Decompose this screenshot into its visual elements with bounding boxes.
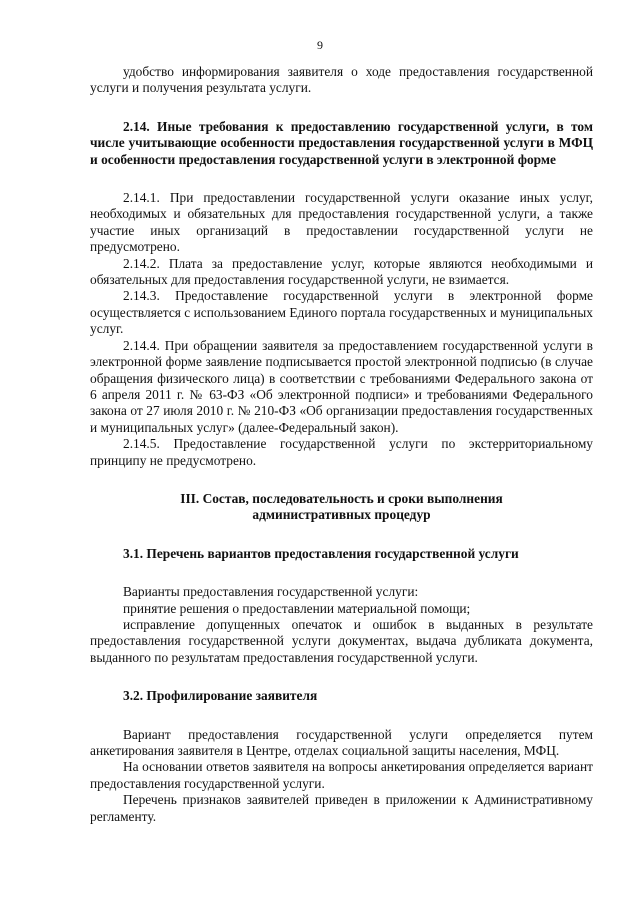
section-3-1-heading: 3.1. Перечень вариантов предоставления государственной услуги [123, 545, 519, 561]
document-body [90, 64, 593, 825]
paragraph-2-14-1: 2.14.1. При предоставлении государственной услуги оказание иных услуг, необходимых и обязательных для предоставления государственной услуги, а также участие иных организаций в предоставлении государственной услуги не предусмотрено. [90, 190, 593, 255]
paragraph-3-2-list: Перечень признаков заявителей приведен в приложении к Административному регламенту. [90, 792, 593, 824]
section-3-heading-line1: III. Состав, последовательность и сроки выполнения [180, 490, 503, 506]
section-3-heading [90, 491, 593, 524]
section-3-2-heading: 3.2. Профилирование заявителя [123, 688, 318, 704]
section-2-14-heading: 2.14. Иные требования к предоставлению государственной услуги, в том числе учитывающие особенности предоставления государственной услуги в МФЦ и особенности предоставления государственной услуги в электронной форме [90, 118, 593, 167]
paragraph-2-14-5: 2.14.5. Предоставление государственной услуги по экстерриториальному принципу не предусмотрено. [90, 436, 593, 468]
page-number: 9 [317, 38, 323, 52]
intro-paragraph: удобство информирования заявителя о ходе предоставления государственной услуги и получения результата услуги. [90, 64, 593, 96]
paragraph-2-14-2: 2.14.2. Плата за предоставление услуг, которые являются необходимыми и обязательных для предоставления государственной услуги, не взимается. [90, 255, 593, 288]
section-3-heading-line2: административных процедур [252, 507, 431, 523]
paragraph-3-2-answers: На основании ответов заявителя на вопросы анкетирования определяется вариант предоставления государственной услуги. [90, 759, 593, 791]
paragraph-3-1-variants: Варианты предоставления государственной услуги: [123, 584, 419, 600]
paragraph-2-14-3: 2.14.3. Предоставление государственной услуги в электронной форме осуществляется с использованием Единого портала государственных и муниципальных услуг. [90, 288, 593, 337]
paragraph-2-14-4: 2.14.4. При обращении заявителя за предоставлением государственной услуги в электронной форме заявление подписывается простой электронной подписью (в случае обращения физического лица) в соответствии с требованиями Федерального закона от 6 апреля 2011 г. № 63-ФЗ «Об электронной подписи» и требованиями Федерального закона от 27 июля 2010 г. № 210-ФЗ «Об организации предоставления государственных и муниципальных услуг» (далее-Федеральный закон). [90, 337, 593, 435]
paragraph-3-2-variant: Вариант предоставления государственной услуги определяется путем анкетирования заявителя в Центре, отделах социальной защиты населения, МФЦ. [90, 726, 593, 758]
paragraph-3-1-decision: принятие решения о предоставлении материальной помощи; [123, 600, 471, 616]
paragraph-3-1-corrections: исправление допущенных опечаток и ошибок в выданных в результате предоставления государственной услуги документах, выдача дубликата документа, выданного по результатам предоставления государственной услуги. [90, 616, 593, 665]
